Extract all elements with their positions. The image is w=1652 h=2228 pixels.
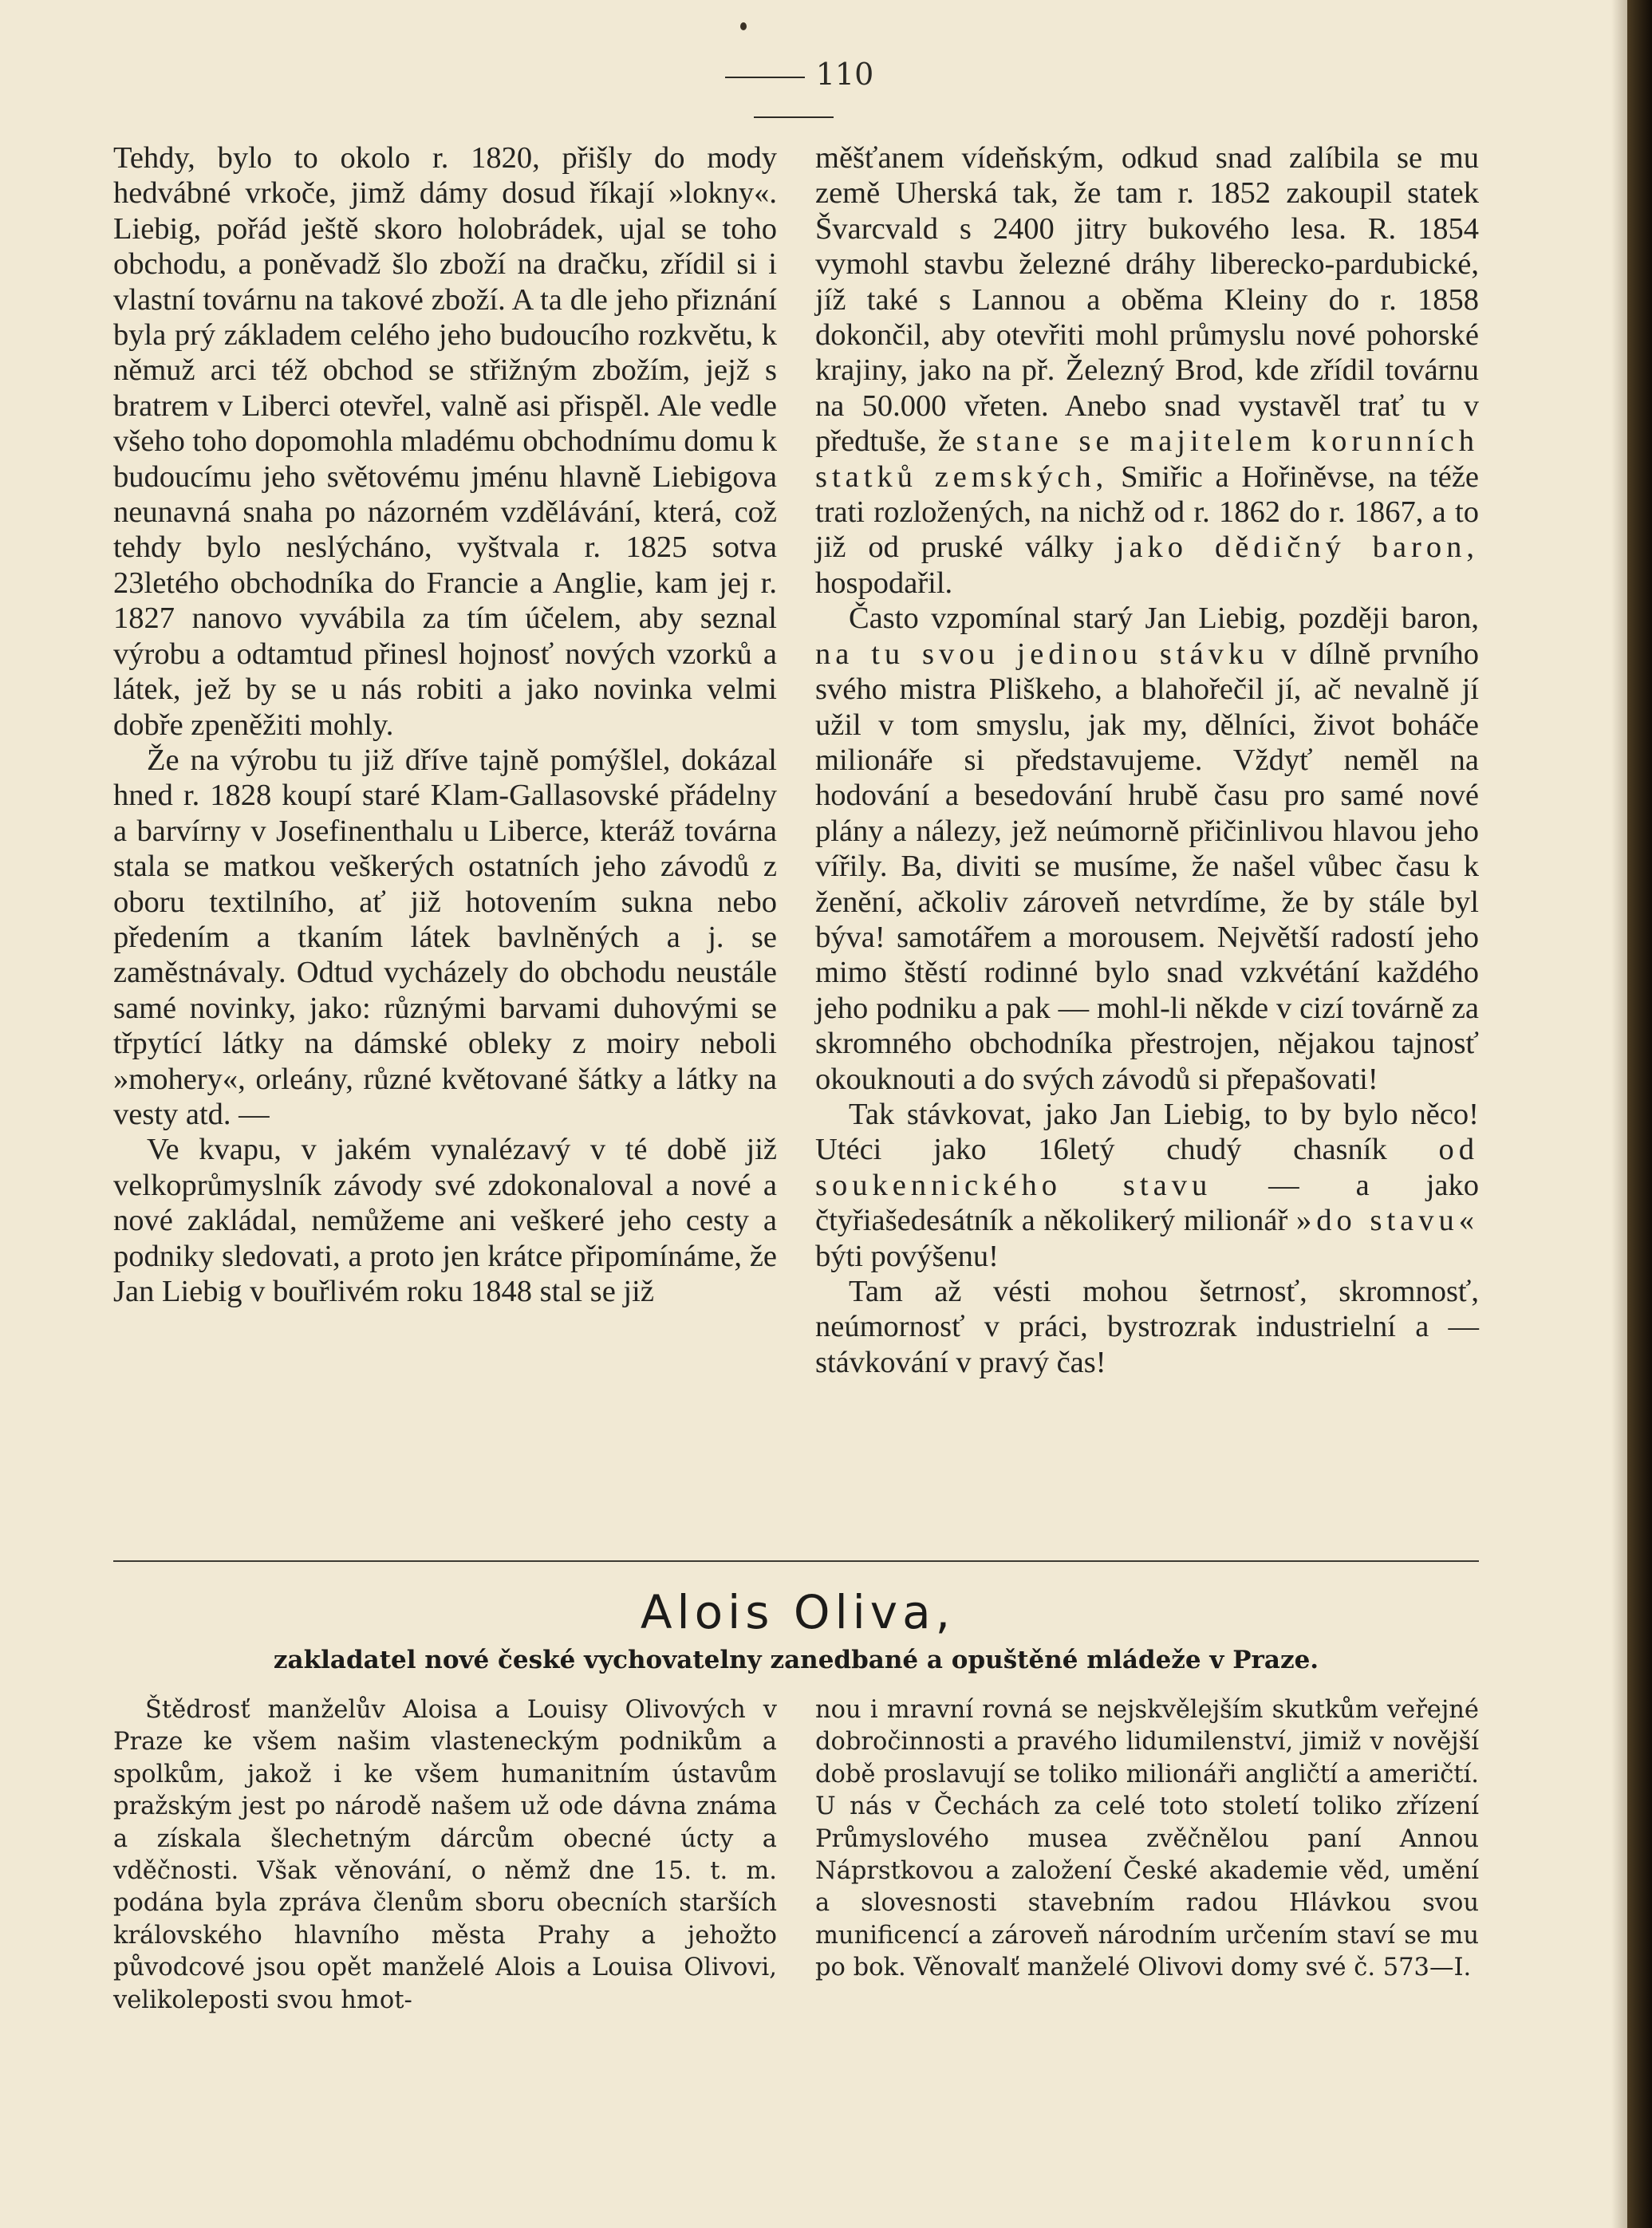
paragraph xyxy=(815,601,1479,1097)
article-subtitle: zakladatel nové české vychovatelny zanedbané a opuštěné mládeže v Praze. xyxy=(273,1646,1319,1674)
ink-speck xyxy=(740,22,747,30)
paragraph: Tam až vésti mohou šetrnosť, skromnosť, neúmornosť v práci, bystrozrak industrielní a — stávkování v pravý čas! xyxy=(815,1275,1479,1379)
spaced-emphasis: stane se majitelem korunních statků zemských, xyxy=(815,424,1480,494)
paragraph: Ve kvapu, v jakém vynalézavý v té době již velkoprůmyslník závody své zdokonaloval a nové a nové zakládal, nemůžeme ani veškeré jeho cesty a podniky sledovati, a proto jen krátce připomínáme, že Jan Liebig v bouřlivém roku 1848 stal se již xyxy=(113,1133,777,1308)
article-title: Alois Oliva, xyxy=(640,1585,956,1639)
text-run: — a jako čtyřiašedesátník a několikerý milionář xyxy=(815,1168,1479,1238)
bottom-article-right-column xyxy=(815,1694,1479,1985)
text-run: v dílně prvního svého mistra Pliškeho, a blahořečil jí, ač nevalně jí užil v tom smyslu, jak my, dělníci, život boháče milionáře si představujeme. Vždyť neměl na hodování a besedování hrubě času pro samé nové plány a nálezy, jež neúmorně přičinlivou hlavou jeho vířily. Ba, diviti se musíme, že našel vůbec času k ženění, ačkoliv zároveň netvrdíme, že by stále byl býva! samotářem a morousem. Největší radostí jeho mimo štěstí rodinné bylo snad vzkvétání každého jeho podniku a pak — mohl-li někde v cizí továrně za skromného obchodníka přestrojen, nějakou tajnosť okouknouti a do svých závodů si přepašovati! xyxy=(815,637,1480,1096)
text-run: Tak stávkovat, jako Jan Liebig, to by bylo něco! Utéci jako 16letý chudý chasník xyxy=(815,1097,1479,1167)
text-run: Často vzpomínal starý Jan Liebig, později baron, xyxy=(849,601,1479,636)
paragraph: Tehdy, bylo to okolo r. 1820, přišly do mody hedvábné vrkoče, jimž dámy dosud říkají »lokny«. Liebig, pořád ještě skoro holobrádek, ujal se toho obchodu, a poněvadž šlo zboží na dračku, zřídil si i vlastní továrnu na takové zboží. A ta dle jeho přiznání byla prý základem celého jeho budoucího rozkvětu, k němuž arci též obchod se střižným zbožím, jejž s bratrem v Liberci otevřel, valně asi přispěl. Ale vedle všeho toho dopomohla mladému obchodnímu domu k budoucímu jeho světovému jménu hlavně Liebigova neunavná snaha po názorném vzdělávání, která, což tehdy bylo neslýcháno, vyštvala r. 1825 sotva 23letého obchodníka do Francie a Anglie, kam jej r. 1827 nanovo vyvábila za tím účelem, aby seznal výrobu a odtamtud přinesl hojnosť nových vzorků a látek, jež by se u nás robiti a jako novinka velmi dobře zpeněžiti mohly. xyxy=(113,141,777,742)
book-binding xyxy=(1627,0,1652,2228)
spaced-emphasis: na tu svou jedinou stávku xyxy=(815,637,1269,671)
header-dash-right xyxy=(754,116,834,118)
paragraph: nou i mravní rovná se nejskvělejším skutkům veřejné dobročinnosti a pravého lidumilenství, jimiž v novější době proslavují se toliko milionáři angličtí a američtí. U nás v Čechách za celé toto století toliko zřízení Průmyslového musea zvěčnělou paní Annou Náprstkovou a založení České akademie věd, umění a slovesnosti stavebním radou Hlávkou svou munificencí a zároveň národním určením staví se mu po bok. Věnovalť manželé Olivovi domy své č. 573—I. xyxy=(815,1696,1479,1982)
paragraph xyxy=(815,1097,1479,1274)
top-article-left-column xyxy=(113,140,777,1309)
page-edge-shadow xyxy=(1611,0,1627,2228)
spaced-emphasis: »do stavu« xyxy=(1296,1204,1480,1238)
paragraph: Štědrosť manželův Aloisa a Louisy Olivových v Praze ke všem našim vlasteneckým podnikům a spolkům, jakož i ke všem humanitním ústavům pražským jest po národě našem už ode dávna známa a získala šlechetným dárcům obecné úcty a vděčnosti. Však věnování, o němž dne 15. t. m. podána byla zpráva členům sboru obecních starších královského hlavního města Prahy a jehožto původcové jsou opět manželé Alois a Louisa Olivovi, velikoleposti svou hmot- xyxy=(113,1696,777,2014)
text-run: Smiřic a Hořiněvse, na téže trati rozložených, na nichž od r. 1862 do r. 1867, a to již od pruské války xyxy=(815,459,1479,565)
spaced-emphasis: od soukennického stavu xyxy=(815,1133,1479,1202)
section-divider xyxy=(113,1560,1479,1562)
top-article-right-column xyxy=(815,140,1479,1380)
header-dash-left xyxy=(725,77,805,78)
text-run: hospodařil. xyxy=(815,566,953,600)
text-run: měšťanem vídeňským, odkud snad zalíbila se mu země Uherská tak, že tam r. 1852 zakoupil statek Švarcvald s 2400 jitry bukového lesa. R. 1854 vymohl stavbu železné dráhy liberecko-pardubické, jíž také s Lannou a oběma Kleiny do r. 1858 dokončil, aby otevřiti mohl průmyslu nové pohorské krajiny, jako na př. Železný Brod, kde zřídil továrnu na 50.000 vřeten. Anebo snad vystavěl trať tu v předtuše, že xyxy=(815,141,1479,459)
spaced-emphasis: jako dědičný baron, xyxy=(1115,530,1479,565)
paragraph: Že na výrobu tu již dříve tajně pomýšlel, dokázal hned r. 1828 koupí staré Klam-Gallasovské přádelny a barvírny v Josefinenthalu u Liberce, kteráž továrna stala se matkou veškerých ostatních jeho závodů z oboru textilního, ať již hotovením sukna nebo předením a tkaním látek bavlněných a j. se zaměstnávaly. Odtud vycházely do obchodu neustále samé novinky, jako: různými barvami duhovými se třpytící látky na dámské obleky z moiry neboli »mohery«, orleány, různé květované šátky a látky na vesty atd. — xyxy=(113,743,777,1131)
page-number: 110 xyxy=(815,57,874,92)
bottom-article-left-column xyxy=(113,1694,777,2017)
paragraph xyxy=(815,140,1479,601)
page-number-header xyxy=(666,54,921,134)
text-run: býti povýšenu! xyxy=(815,1239,999,1273)
